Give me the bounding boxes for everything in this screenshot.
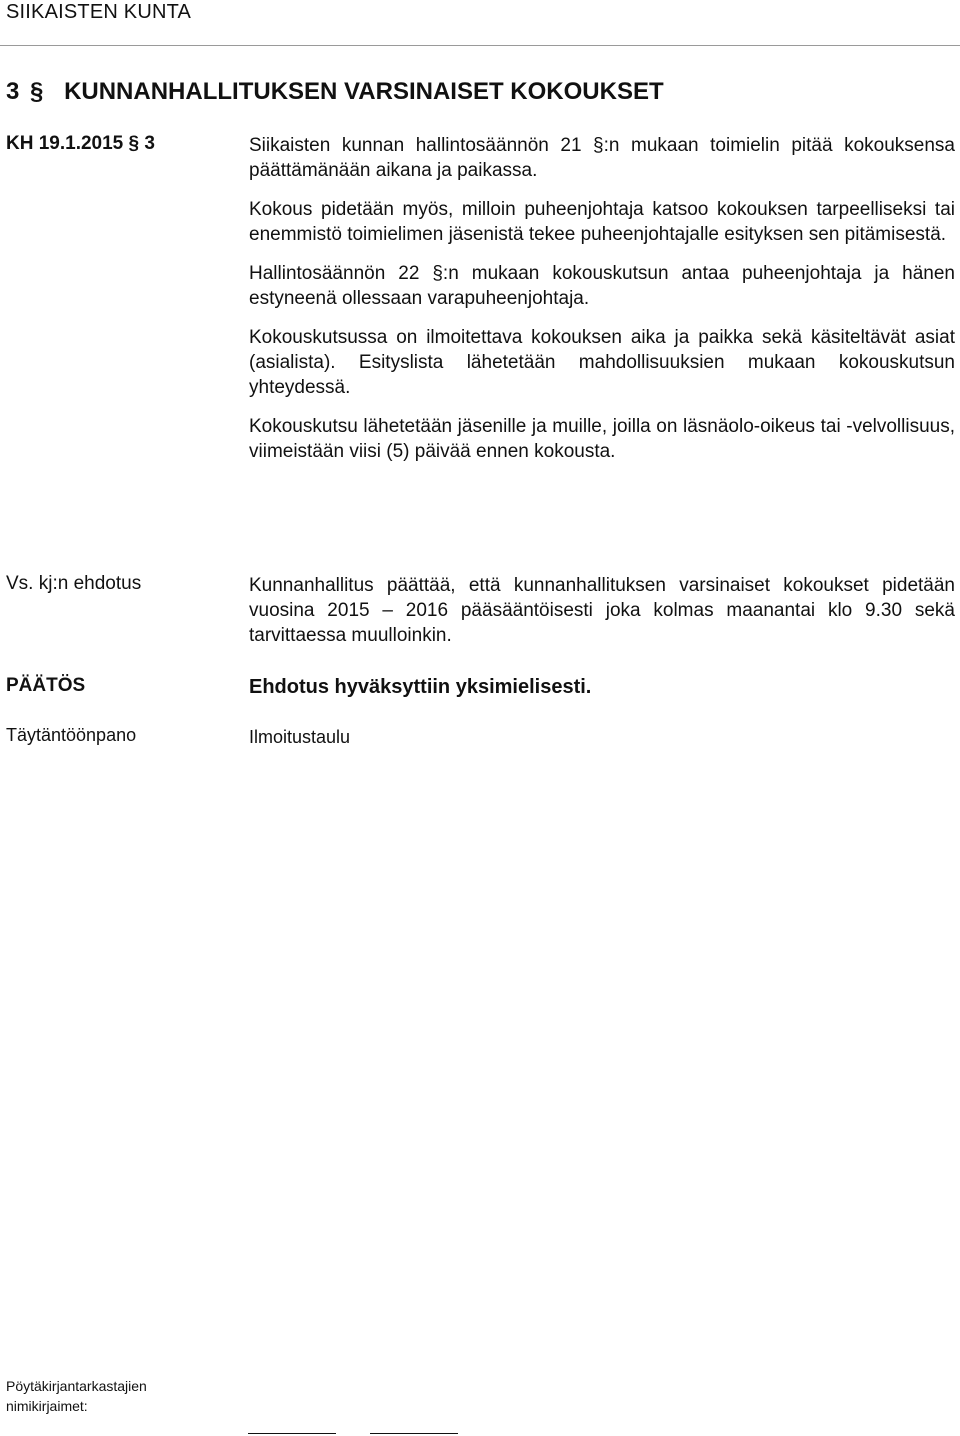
footer-initials-label <box>6 1376 147 1416</box>
signature-line <box>248 1433 336 1434</box>
entry-label-decision: PÄÄTÖS <box>6 675 86 696</box>
header-divider <box>0 45 960 46</box>
paragraph: Hallintosäännön 22 §:n mukaan kokouskutsun antaa puheenjohtaja ja hänen estyneenä ollessaan varapuheenjohtaja. <box>249 263 955 309</box>
entry-body-implementation: Ilmoitustaulu <box>249 727 351 747</box>
paragraph: Siikaisten kunnan hallintosäännön 21 §:n mukaan toimielin pitää kokouksensa päättämänään aikana ja paikassa. <box>249 135 955 181</box>
section-title <box>6 78 664 106</box>
section-number: 3 <box>6 78 20 105</box>
section-title-text: KUNNANHALLITUKSEN VARSINAISET KOKOUKSET <box>64 78 664 105</box>
paragraph: Kokous pidetään myös, milloin puheenjohtaja katsoo kokouksen tarpeelliseksi tai enemmistö toimielimen jäsenistä tekee puheenjohtajalle esityksen sen pitämisestä. <box>249 199 955 245</box>
entry-body-decision: Ehdotus hyväksyttiin yksimielisesti. <box>249 676 592 698</box>
footer-label-line: Pöytäkirjantarkastajien <box>6 1378 147 1394</box>
entry-body-proposal: Kunnanhallitus päättää, että kunnanhallituksen varsinaiset kokoukset pidetään vuosina 2015 – 2016 pääsääntöisesti joka kolmas maanantai klo 9.30 sekä tarvittaessa muulloinkin. <box>249 575 955 646</box>
organization-name: SIIKAISTEN KUNTA <box>6 1 192 23</box>
signature-line <box>370 1433 458 1434</box>
section-symbol: § <box>30 78 44 105</box>
footer-label-line: nimikirjaimet: <box>6 1398 88 1414</box>
entry-body-kh <box>249 133 955 478</box>
entry-label-proposal: Vs. kj:n ehdotus <box>6 573 142 594</box>
entry-label-implementation: Täytäntöönpano <box>6 725 137 745</box>
paragraph: Kokouskutsu lähetetään jäsenille ja muille, joilla on läsnäolo-oikeus tai -velvollisuus, viimeistään viisi (5) päivää ennen kokousta. <box>249 416 955 462</box>
entry-label-kh: KH 19.1.2015 § 3 <box>6 133 155 154</box>
paragraph: Kokouskutsussa on ilmoitettava kokouksen aika ja paikka sekä käsiteltävät asiat (asialista). Esityslista lähetetään mahdollisuuksien mukaan kokouskutsun yhteydessä. <box>249 327 955 398</box>
